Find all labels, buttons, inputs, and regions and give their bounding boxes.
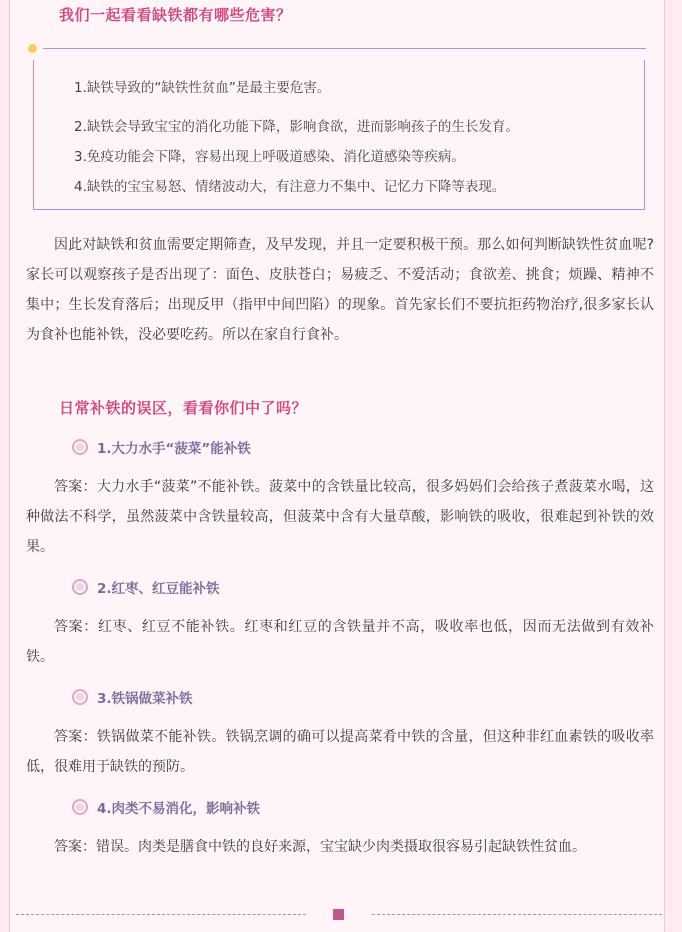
harm-item-1: 1.缺铁导致的“缺铁性贫血”是最主要危害。 — [74, 80, 331, 96]
myth-title-4: 4.肉类不易消化，影响补铁 — [97, 801, 261, 817]
ring-bullet-icon — [72, 579, 88, 595]
myth-title-2: 2.红枣、红豆能补铁 — [97, 581, 220, 597]
ring-bullet-icon — [72, 799, 88, 815]
ring-bullet-icon — [72, 689, 88, 705]
pink-square-icon — [333, 909, 344, 920]
myth-title-1: 1.大力水手“菠菜”能补铁 — [97, 441, 251, 457]
myth-title-2-row — [72, 577, 220, 597]
ring-bullet-icon — [72, 439, 88, 455]
intro-paragraph: 因此对缺铁和贫血需要定期筛查，及早发现，并且一定要积极干预。那么如何判断缺铁性贫血呢?家长可以观察孩子是否出现了：面色、皮肤苍白；易疲乏、不爱活动；食欲差、挑食；烦躁、精神不集中；生长发育落后；出现反甲（指甲中间凹陷）的现象。首先家长们不要抗拒药物治疗,很多家长认为食补也能补铁，没必要吃药。所以在家自行食补。 — [26, 237, 654, 343]
myth-answer-4: 答案：错误。肉类是膳食中铁的良好来源，宝宝缺少肉类摄取很容易引起缺铁性贫血。 — [54, 839, 586, 855]
myth-title-3-row — [72, 687, 193, 707]
footer-divider-right — [372, 914, 662, 915]
myth-answer-3: 答案：铁锅做菜不能补铁。铁锅烹调的确可以提高菜肴中铁的含量，但这种非红血素铁的吸收率低，很难用于缺铁的预防。 — [26, 729, 654, 775]
harm-item-2: 2.缺铁会导致宝宝的消化功能下降，影响食欲，进而影响孩子的生长发育。 — [74, 119, 519, 135]
myth-title-4-row — [72, 797, 260, 817]
heading-divider — [43, 48, 646, 49]
harm-item-3: 3.免疫功能会下降，容易出现上呼吸道感染、消化道感染等疾病。 — [74, 149, 465, 165]
footer-divider-left — [16, 914, 306, 915]
myth-title-1-row — [72, 437, 251, 457]
myth-answer-2: 答案：红枣、红豆不能补铁。红枣和红豆的含铁量并不高，吸收率也低，因而无法做到有效补铁。 — [26, 619, 654, 665]
yellow-dot-icon — [28, 44, 37, 53]
section-heading-harms: 我们一起看看缺铁都有哪些危害？ — [59, 6, 292, 24]
harm-item-4: 4.缺铁的宝宝易怒、情绪波动大，有注意力不集中、记忆力下降等表现。 — [74, 179, 506, 195]
myth-answer-1: 答案：大力水手“菠菜”不能补铁。菠菜中的含铁量比较高，很多妈妈们会给孩子煮菠菜水喝，这种做法不科学，虽然菠菜中含铁量较高，但菠菜中含有大量草酸，影响铁的吸收，很难起到补铁的效果。 — [26, 479, 654, 555]
section-heading-myths: 日常补铁的误区，看看你们中了吗？ — [59, 399, 308, 417]
myth-title-3: 3.铁锅做菜补铁 — [97, 691, 193, 707]
